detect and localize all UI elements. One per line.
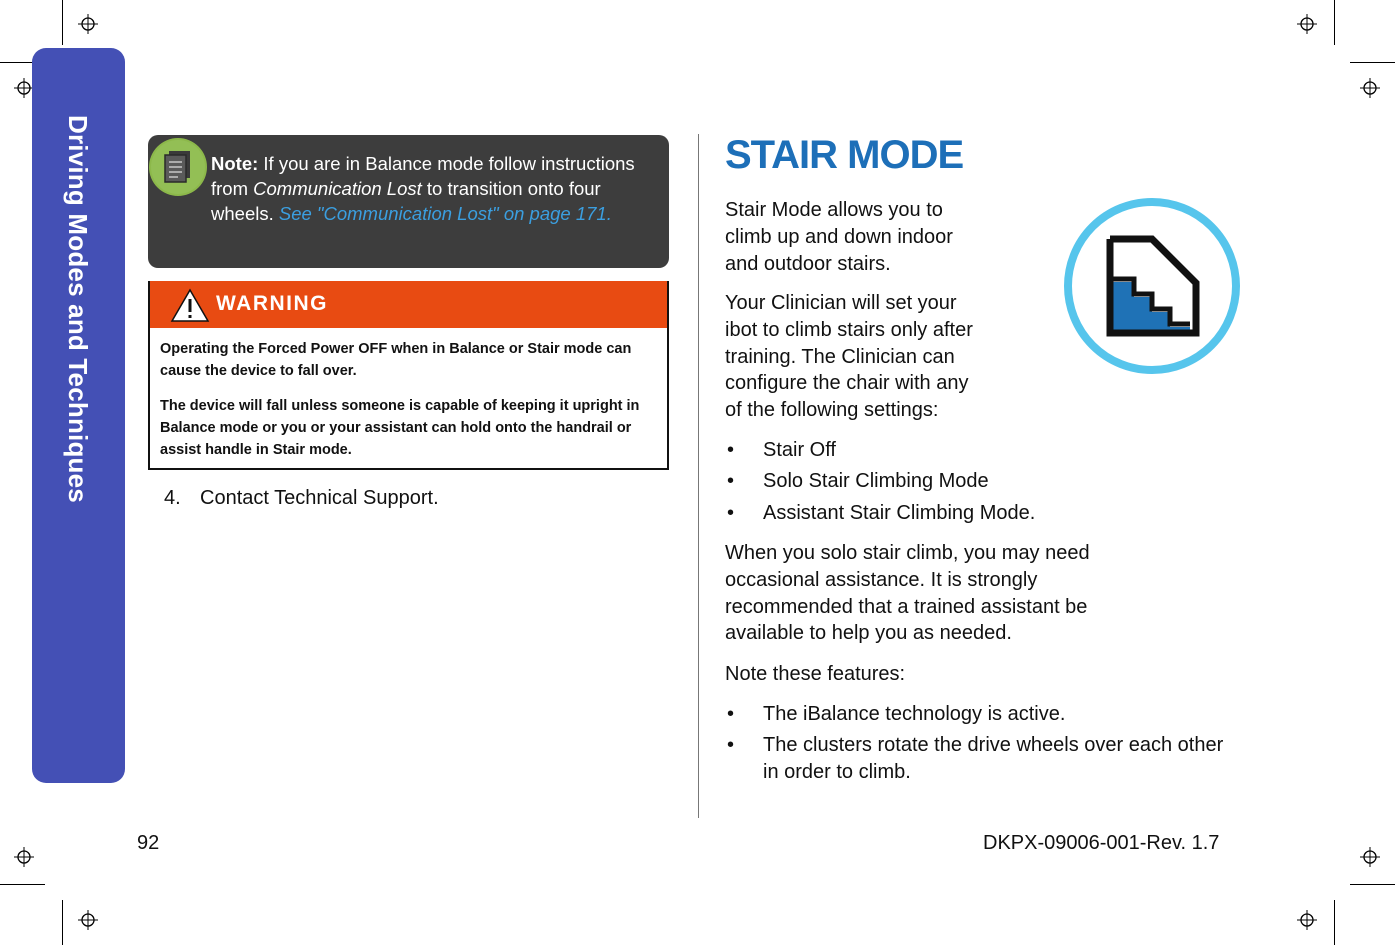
warning-header <box>150 281 667 328</box>
crop-mark <box>1350 884 1395 885</box>
crop-mark <box>1350 62 1395 63</box>
registration-mark-icon <box>1360 847 1380 867</box>
section-heading: STAIR MODE <box>725 133 964 177</box>
registration-mark-icon <box>14 78 34 98</box>
registration-mark-icon <box>1297 910 1317 930</box>
warning-paragraph: Operating the Forced Power OFF when in Balance or Stair mode can cause the device to fall over. <box>160 341 632 379</box>
chapter-title: Driving Modes and Techniques <box>63 115 93 503</box>
page-number: 92 <box>137 832 160 854</box>
note-text: Note: If you are in Balance mode follow instructions from Communication Lost to transition onto four wheels. See "Communication Lost" on page 171. <box>211 153 635 224</box>
crop-mark <box>62 0 63 45</box>
stair-mode-icon <box>1062 197 1242 377</box>
features-list <box>725 701 1233 786</box>
note-box <box>148 135 669 268</box>
clinician-paragraph: Your Clinician will set your ibot to climb stairs only after training. The Clinician can configure the chair with any of the following settings: <box>725 292 973 422</box>
step-item: 4. Contact Technical Support. <box>164 487 439 509</box>
registration-mark-icon <box>14 847 34 867</box>
document-id: DKPX-09006-001-Rev. 1.7 <box>983 832 1220 854</box>
column-divider <box>698 134 699 818</box>
crop-mark <box>1334 900 1335 945</box>
warning-box <box>148 281 669 470</box>
list-item: • Stair Off <box>727 439 836 461</box>
cross-reference-link[interactable]: See "Communication Lost" on page 171. <box>278 203 612 224</box>
list-item: • Solo Stair Climbing Mode <box>727 470 989 493</box>
note-label: Note: <box>211 153 259 174</box>
features-intro: Note these features: <box>725 663 906 685</box>
solo-paragraph: When you solo stair climb, you may need occasional assistance. It is strongly recommended that a trained assistant be available to help you as needed. <box>725 542 1090 645</box>
registration-mark-icon <box>78 910 98 930</box>
crop-mark <box>62 900 63 945</box>
settings-list <box>725 437 1233 526</box>
list-item: • The clusters rotate the drive wheels over each other in order to climb. <box>727 734 1224 784</box>
note-document-icon <box>148 137 208 197</box>
registration-mark-icon <box>1297 14 1317 34</box>
list-item: • The iBalance technology is active. <box>727 703 1066 725</box>
warning-paragraph: The device will fall unless someone is capable of keeping it upright in Balance mode or you or your assistant can hold onto the handrail or assist handle in Stair mode. <box>160 398 640 458</box>
list-item: • Assistant Stair Climbing Mode. <box>727 501 1036 524</box>
registration-mark-icon <box>78 14 98 34</box>
crop-mark <box>0 884 45 885</box>
warning-title: WARNING <box>216 292 328 315</box>
warning-triangle-icon <box>170 288 210 323</box>
intro-paragraph: Stair Mode allows you to climb up and down indoor and outdoor stairs. <box>725 199 953 275</box>
crop-mark <box>1334 0 1335 45</box>
registration-mark-icon <box>1360 78 1380 98</box>
